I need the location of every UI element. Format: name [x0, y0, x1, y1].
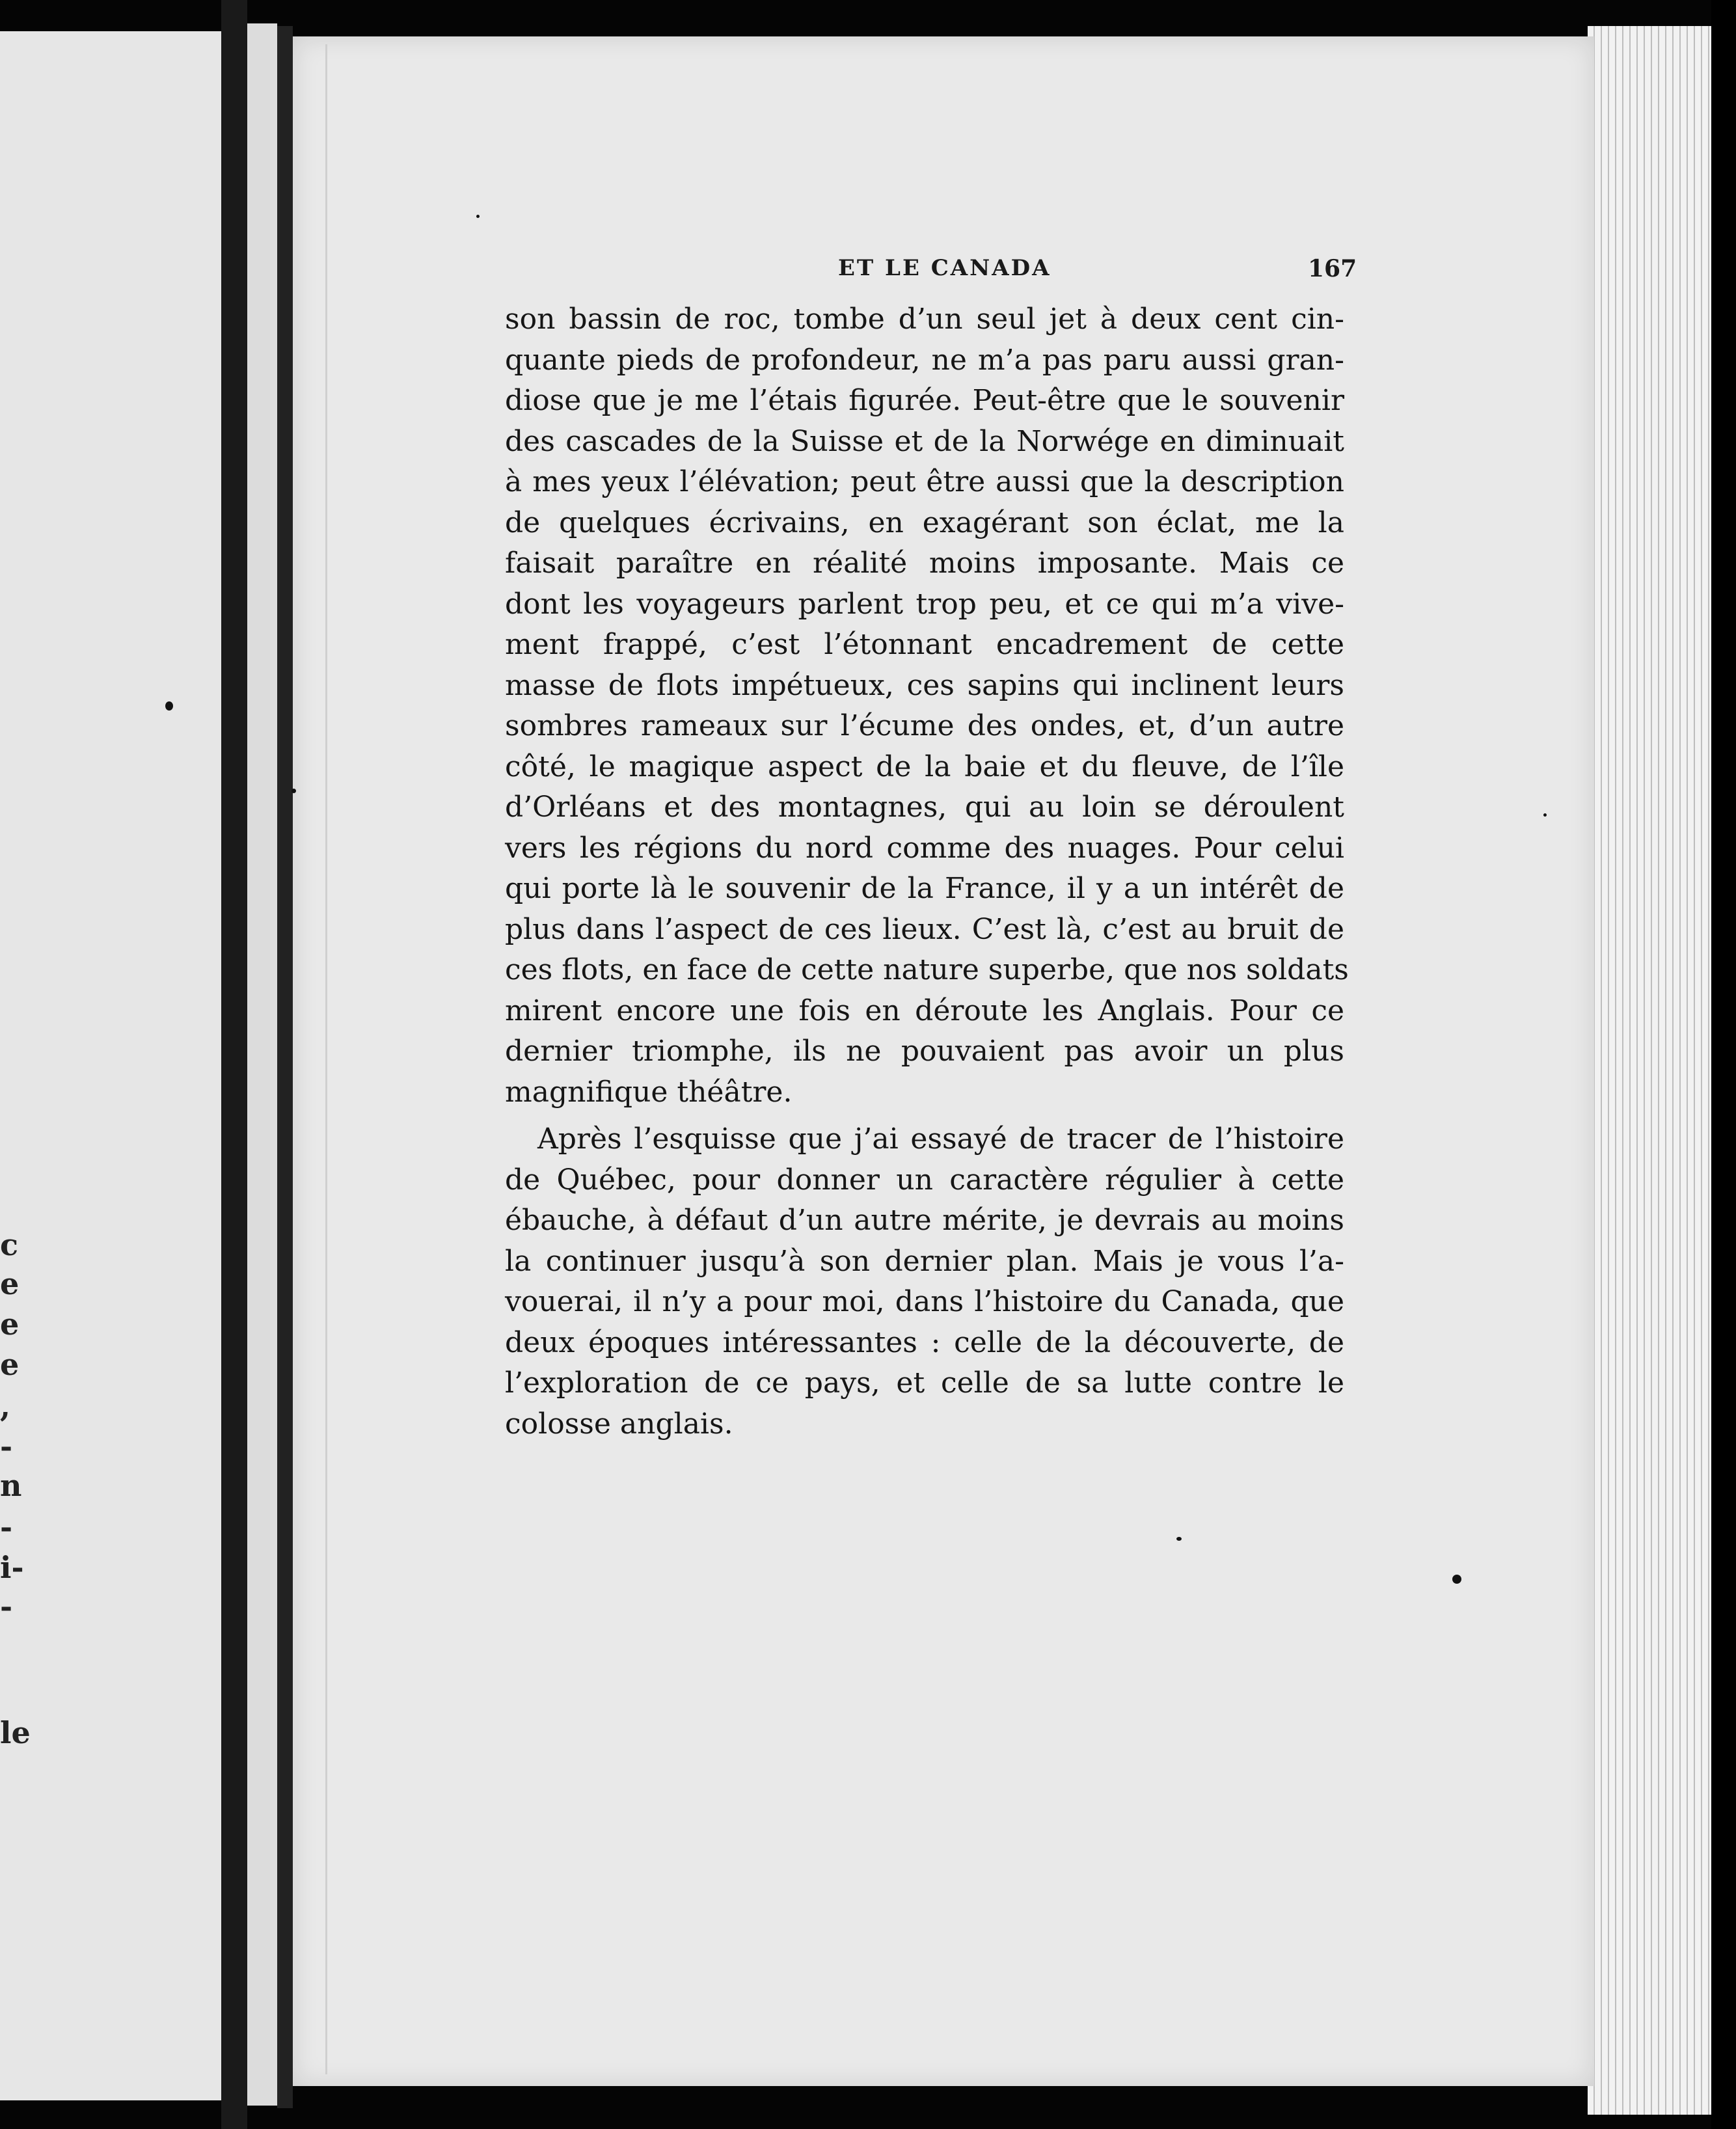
text-line: quante pieds de profondeur, ne m’a pas paru aussi gran- — [505, 343, 1344, 377]
ink-speck — [1452, 1575, 1461, 1584]
text-line: ces flots, en face de cette nature superbe, que nos soldats — [505, 953, 1349, 986]
previous-page-edge — [0, 31, 221, 2100]
book-gutter-shadow — [277, 26, 293, 2108]
ink-speck — [292, 789, 296, 793]
paragraph — [505, 299, 1349, 1113]
text-line: son bassin de roc, tombe d’un seul jet à deux cent cin- — [505, 303, 1344, 336]
left-page-fragment: - — [0, 1429, 13, 1464]
text-line: ébauche, à défaut d’un autre mérite, je devrais au moins — [505, 1204, 1344, 1237]
text-line: magnifique théâtre. — [505, 1075, 793, 1109]
left-page-fragment: - — [0, 1589, 13, 1624]
text-line: vers les régions du nord comme des nuages. Pour celui — [505, 831, 1344, 865]
paragraph — [505, 1119, 1344, 1444]
left-page-fragment: n — [0, 1468, 22, 1503]
text-line: deux époques intéressantes : celle de la découverte, de — [505, 1325, 1344, 1359]
body-text — [505, 299, 1349, 1444]
text-line: mirent encore une fois en déroute les Anglais. Pour ce — [505, 994, 1344, 1027]
left-page-fragment: le — [0, 1715, 31, 1750]
text-line: de Québec, pour donner un caractère régulier à cette — [505, 1163, 1344, 1197]
book-gutter-edge — [247, 23, 277, 2106]
text-line: l’exploration de ce pays, et celle de sa lutte contre le — [505, 1366, 1344, 1400]
left-page-fragment: e — [0, 1347, 20, 1382]
text-line: vouerai, il n’y a pour moi, dans l’histoire du Canada, que — [505, 1285, 1344, 1318]
book-gutter-shadow — [221, 0, 247, 2129]
ink-speck — [1543, 813, 1547, 817]
text-line: d’Orléans et des montagnes, qui au loin se déroulent — [505, 791, 1344, 824]
text-line: des cascades de la Suisse et de la Norwége en diminuait — [505, 424, 1344, 458]
left-page-fragment: e — [0, 1307, 20, 1342]
text-line: de quelques écrivains, en exagérant son éclat, me la — [505, 506, 1344, 539]
text-line: Après l’esquisse que j’ai essayé de tracer de l’histoire — [537, 1122, 1344, 1156]
left-page-fragment: e — [0, 1266, 20, 1301]
text-line: dont les voyageurs parlent trop peu, et ce qui m’a vive- — [505, 587, 1344, 621]
text-line: plus dans l’aspect de ces lieux. C’est là, c’est au bruit de — [505, 912, 1344, 946]
page-edges-stack — [1588, 26, 1711, 2115]
text-line: faisait paraître en réalité moins imposante. Mais ce — [505, 547, 1344, 580]
left-page-fragment: - — [0, 1510, 13, 1545]
text-line: diose que je me l’étais figurée. Peut-être que le souvenir — [505, 384, 1344, 417]
text-line: dernier triomphe, ils ne pouvaient pas avoir un plus — [505, 1035, 1344, 1068]
text-line: côté, le magique aspect de la baie et du fleuve, de l’île — [505, 750, 1344, 783]
page-number: 167 — [1308, 255, 1357, 282]
text-line: à mes yeux l’élévation; peut être aussi que la description — [505, 465, 1344, 498]
text-line: qui porte là le souvenir de la France, il y a un intérêt de — [505, 872, 1344, 905]
ink-speck — [1176, 1537, 1182, 1541]
paragraph-gap — [505, 1113, 1344, 1119]
text-line: colosse anglais. — [505, 1407, 733, 1441]
text-line: ment frappé, c’est l’étonnant encadrement de cette — [505, 628, 1344, 661]
ink-speck — [165, 701, 173, 711]
text-line: sombres rameaux sur l’écume des ondes, et, d’un autre — [505, 709, 1344, 742]
text-line: la continuer jusqu’à son dernier plan. Mais je vous l’a- — [505, 1244, 1344, 1278]
ink-speck — [476, 215, 480, 218]
running-head: ET LE CANADA — [838, 255, 1051, 281]
scan-border — [1711, 0, 1736, 2129]
left-page-fragment: , — [0, 1389, 11, 1424]
text-line: masse de flots impétueux, ces sapins qui inclinent leurs — [505, 668, 1344, 702]
left-page-fragment: i- — [0, 1550, 24, 1585]
left-page-fragment: c — [0, 1227, 19, 1262]
